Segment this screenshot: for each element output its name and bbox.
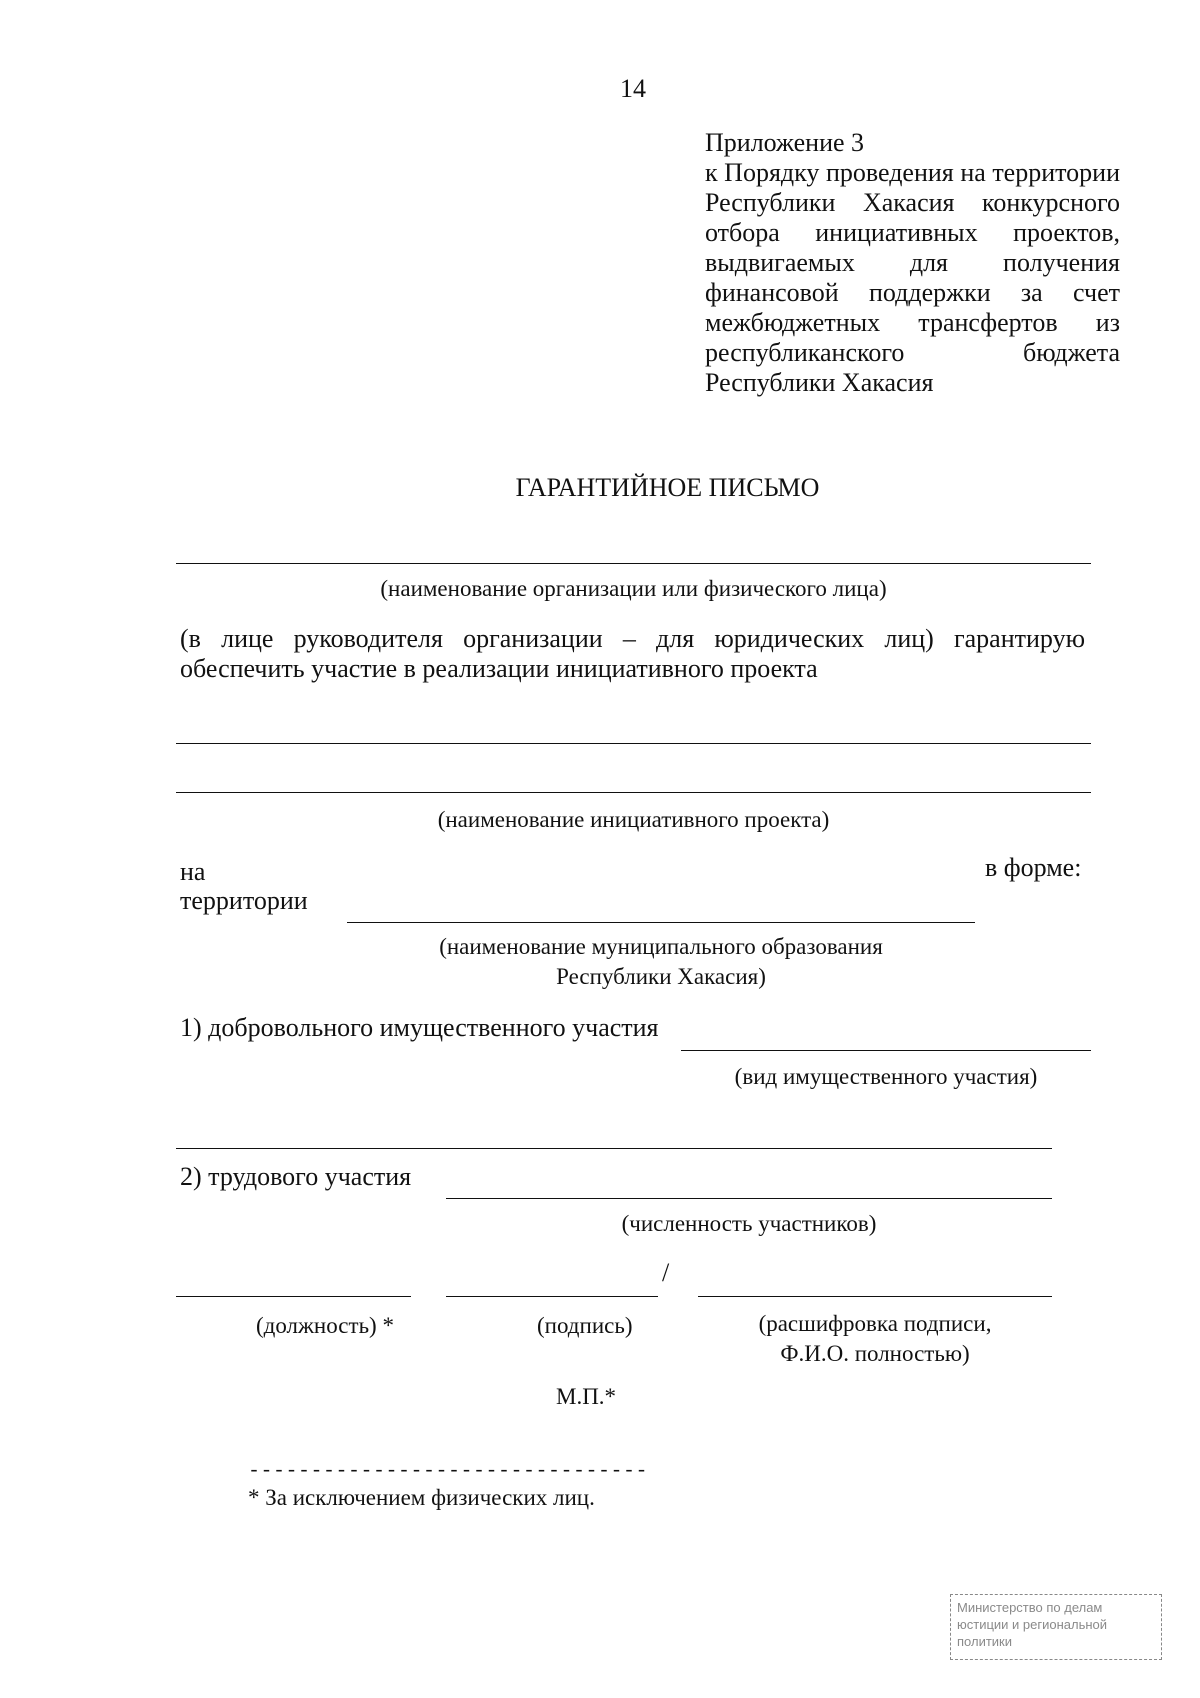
municipality-hint-line: Республики Хакасия) xyxy=(556,964,766,989)
municipality-line[interactable] xyxy=(347,922,975,923)
position-line[interactable] xyxy=(176,1296,411,1297)
stamp-line: юстиции и региональной xyxy=(957,1617,1108,1632)
signature-hint: (подпись) xyxy=(537,1313,633,1338)
signature-line[interactable] xyxy=(446,1296,658,1297)
property-type-hint: (вид имущественного участия) xyxy=(734,1064,1038,1089)
appendix-line: Республики Хакасия конкурсного xyxy=(705,188,1120,217)
footnote-text: * За исключением физических лиц. xyxy=(248,1485,595,1510)
stamp-line: политики xyxy=(957,1634,1012,1649)
appendix-line: Приложение 3 xyxy=(705,128,865,157)
appendix-line: Республики Хакасия xyxy=(705,368,934,397)
territory-word: территории xyxy=(180,886,308,915)
municipality-hint xyxy=(347,932,975,992)
footnote-rule: -------------------------------- xyxy=(248,1460,649,1483)
full-name-hint-line: (расшифровка подписи, xyxy=(758,1311,992,1336)
guarantee-text-line: обеспечить участие в реализации инициативного проекта xyxy=(180,654,818,683)
appendix-block xyxy=(705,128,1120,398)
property-type-line[interactable] xyxy=(681,1050,1091,1051)
participants-hint: (численность участников) xyxy=(621,1211,877,1236)
property-extra-line[interactable] xyxy=(176,1148,1052,1149)
project-name-hint: (наименование инициативного проекта) xyxy=(437,807,830,832)
item2-label: 2) трудового участия xyxy=(180,1162,412,1191)
org-name-line[interactable] xyxy=(176,563,1091,564)
appendix-line: выдвигаемых для получения xyxy=(705,248,1120,277)
municipality-hint-line: (наименование муниципального образования xyxy=(439,934,883,959)
position-hint: (должность) * xyxy=(256,1313,394,1338)
org-name-hint: (наименование организации или физического лица) xyxy=(380,576,887,601)
form-label: в форме: xyxy=(985,853,1082,882)
stamp-line: Министерство по делам xyxy=(957,1600,1103,1615)
appendix-line: межбюджетных трансфертов из xyxy=(705,308,1120,337)
project-name-line-1[interactable] xyxy=(176,743,1091,744)
appendix-line: отбора инициативных проектов, xyxy=(705,218,1120,247)
project-name-line-2[interactable] xyxy=(176,792,1091,793)
registration-stamp xyxy=(950,1594,1162,1660)
document-title: ГАРАНТИЙНОЕ ПИСЬМО xyxy=(515,473,820,502)
full-name-hint-line: Ф.И.О. полностью) xyxy=(780,1341,970,1366)
appendix-line: республиканского бюджета xyxy=(705,338,1120,367)
full-name-hint xyxy=(698,1309,1052,1369)
guarantee-text xyxy=(180,624,1085,684)
participants-line[interactable] xyxy=(446,1198,1052,1199)
appendix-line: к Порядку проведения на территории xyxy=(705,158,1120,187)
appendix-line: финансовой поддержки за счет xyxy=(705,278,1120,307)
guarantee-text-line: (в лице руководителя организации – для юридических лиц) гарантирую xyxy=(180,624,1085,653)
page-number: 14 xyxy=(620,74,646,103)
slash-separator: / xyxy=(662,1258,670,1287)
territory-na: на xyxy=(180,857,206,886)
full-name-line[interactable] xyxy=(698,1296,1052,1297)
seal-place: М.П.* xyxy=(556,1384,617,1409)
item1-label: 1) добровольного имущественного участия xyxy=(180,1013,659,1042)
